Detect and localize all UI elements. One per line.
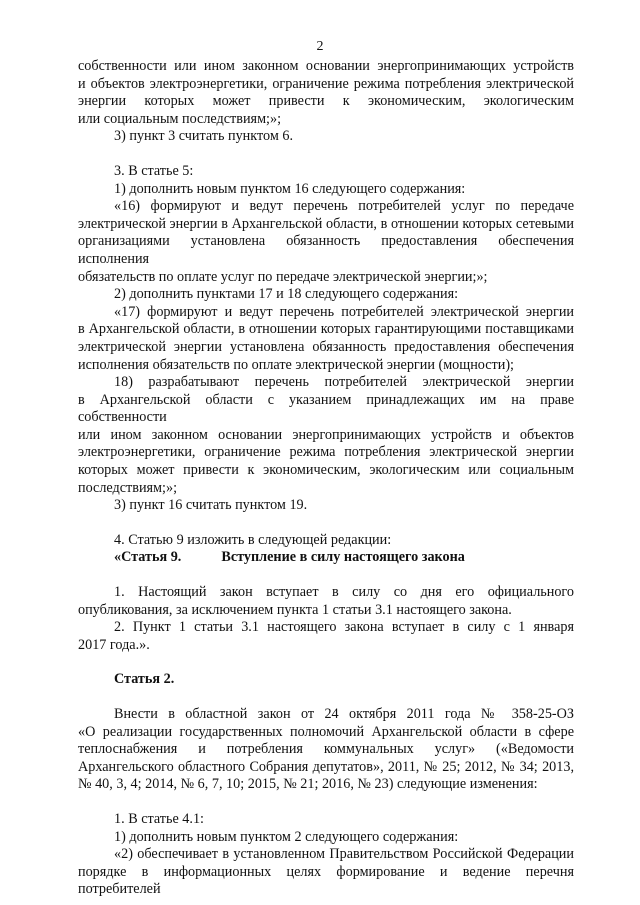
text-line: энергии которых может привести к экономическим, экологическим <box>78 93 574 110</box>
section-heading: 1. В статье 4.1: <box>114 810 204 827</box>
article-name: Вступление в силу настоящего закона <box>221 549 465 566</box>
section-heading: 3. В статье 5: <box>114 162 194 179</box>
section-heading: 4. Статью 9 изложить в следующей редакции: <box>114 531 392 548</box>
article-number: «Статья 9. <box>114 549 182 566</box>
text-line: исполнения обязательств по оплате электрической энергии (мощности); <box>78 356 515 373</box>
text-line: «О реализации государственных полномочий Архангельской области в сфере <box>78 723 574 740</box>
text-line: в Архангельской области, в отношении которых гарантирующими поставщиками <box>78 321 574 338</box>
text-line: электрической энергии установлена обязанность предоставления обеспечения <box>78 338 574 355</box>
text-line: порядке в информационных целях формирование и ведение перечня потребителей <box>78 863 574 898</box>
text-line: 2017 года.». <box>78 636 150 653</box>
text-line: Внести в областной закон от 24 октября 2011 года № 358-25-ОЗ <box>114 706 574 722</box>
text-line: или социальным последствиям;»; <box>78 110 282 127</box>
text-line: 3) пункт 3 считать пунктом 6. <box>114 128 293 145</box>
text-line: обязательств по оплате услуг по передаче электрической энергии;»; <box>78 268 488 285</box>
text-line: электрической энергии в Архангельской области, в отношении которых сетевыми <box>78 215 574 232</box>
text-line: организациями установлена обязанность предоставления обеспечения исполнения <box>78 233 574 267</box>
text-line: 2) дополнить пунктами 17 и 18 следующего содержания: <box>114 286 459 303</box>
text-line: опубликования, за исключением пункта 1 статьи 3.1 настоящего закона. <box>78 601 512 618</box>
text-line: которых может привести к экономическим, экологическим или социальным <box>78 462 574 479</box>
text-line: 18) разрабатывают перечень потребителей электрической энергии <box>114 374 574 391</box>
text-line: или ином законном основании энергопринимающих устройств и объектов <box>78 426 574 443</box>
document-body <box>78 58 574 899</box>
text-line: 1) дополнить новым пунктом 16 следующего содержания: <box>114 180 466 197</box>
text-line: последствиям;»; <box>78 479 178 496</box>
text-line: Архангельского областного Собрания депутатов», 2011, № 25; 2012, № 34; 2013, <box>78 758 574 775</box>
article-title <box>78 549 574 567</box>
text-line: «16) формируют и ведут перечень потребителей услуг по передаче <box>114 198 574 215</box>
text-line: «17) формируют и ведут перечень потребителей электрической энергии <box>114 303 574 320</box>
text-line: 1) дополнить новым пунктом 2 следующего содержания: <box>114 828 459 845</box>
text-line: 1. Настоящий закон вступает в силу со дня его официального <box>114 584 574 601</box>
text-line: и объектов электроэнергетики, ограничение режима потребления электрической <box>78 75 574 92</box>
text-line: в Архангельской области с указанием принадлежащих им на праве собственности <box>78 391 574 426</box>
text-line: электроэнергетики, ограничение режима потребления электрической энергии <box>78 444 574 461</box>
article-heading: Статья 2. <box>114 671 175 688</box>
text-line: «2) обеспечивает в установленном Правительством Российской Федерации <box>114 846 574 863</box>
page-number: 2 <box>316 39 324 54</box>
text-line: № 40, 3, 4; 2014, № 6, 7, 10; 2015, № 21; 2016, № 23) следующие изменения: <box>78 776 538 793</box>
text-line: 3) пункт 16 считать пунктом 19. <box>114 497 308 514</box>
text-line: теплоснабжения и потребления коммунальных услуг» («Ведомости <box>78 741 574 758</box>
text-line: 2. Пункт 1 статьи 3.1 настоящего закона вступает в силу с 1 января <box>114 619 574 636</box>
text-line: собственности или ином законном основании энергопринимающих устройств <box>78 58 574 74</box>
